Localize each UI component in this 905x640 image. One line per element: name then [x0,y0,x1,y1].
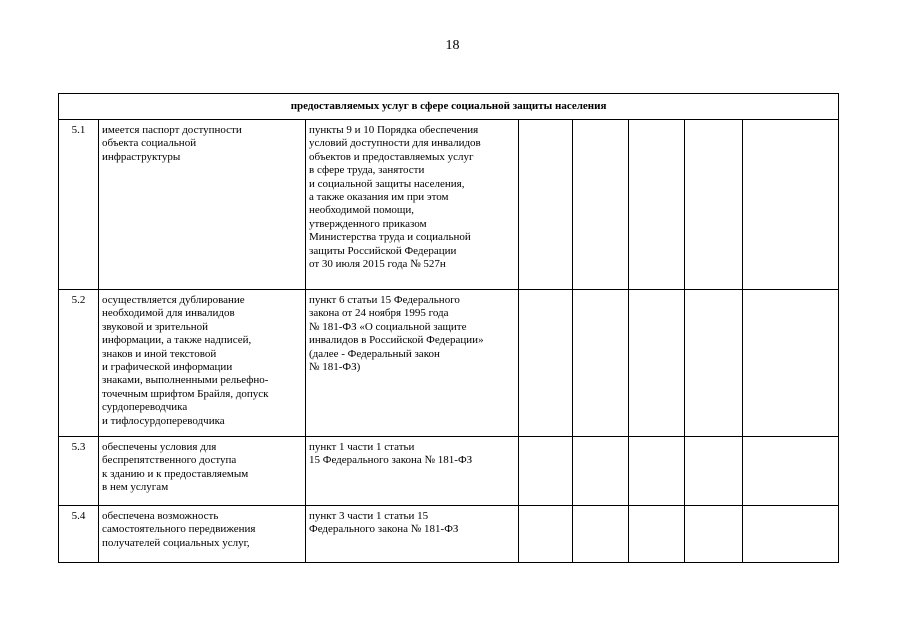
requirement-text: осуществляется дублирование необходимой для инвалидов звуковой и зрительной информации, а также надписей, знаков и иной текстовой и графической информации знаками, выполненными рельефно- точечным шрифтом Брайля, допуск сурдопереводчика и тифлосурдопереводчика [99,290,306,437]
empty-cell [573,120,629,290]
empty-cell [685,437,743,506]
empty-cell [743,506,839,563]
empty-cell [629,437,685,506]
row-number: 5.2 [59,290,99,437]
empty-cell [519,290,573,437]
row-number: 5.3 [59,437,99,506]
legal-basis-text: пункты 9 и 10 Порядка обеспечения условий доступности для инвалидов объектов и предоставляемых услуг в сфере труда, занятости и социальной защиты населения, а также оказания им при этом необходимой помощи, утвержденного приказом Министерства труда и социальной защиты Российской Федерации от 30 июля 2015 года № 527н [306,120,519,290]
table-row [59,290,839,437]
empty-cell [685,506,743,563]
empty-cell [743,290,839,437]
empty-cell [519,120,573,290]
empty-cell [685,290,743,437]
requirement-text: обеспечены условия для беспрепятственного доступа к зданию и к предоставляемым в нем услугам [99,437,306,506]
row-number: 5.4 [59,506,99,563]
requirements-table [58,93,839,563]
empty-cell [743,437,839,506]
empty-cell [573,290,629,437]
empty-cell [573,437,629,506]
empty-cell [573,506,629,563]
legal-basis-text: пункт 6 статьи 15 Федерального закона от 24 ноября 1995 года № 181-ФЗ «О социальной защите инвалидов в Российской Федерации» (далее - Федеральный закон № 181-ФЗ) [306,290,519,437]
table-row [59,120,839,290]
table-row [59,506,839,563]
row-number: 5.1 [59,120,99,290]
empty-cell [629,290,685,437]
requirement-text: имеется паспорт доступности объекта социальной инфраструктуры [99,120,306,290]
legal-basis-text: пункт 1 части 1 статьи 15 Федерального закона № 181-ФЗ [306,437,519,506]
legal-basis-text: пункт 3 части 1 статьи 15 Федерального закона № 181-ФЗ [306,506,519,563]
section-header-row [59,94,839,120]
empty-cell [743,120,839,290]
empty-cell [685,120,743,290]
empty-cell [629,120,685,290]
requirement-text: обеспечена возможность самостоятельного передвижения получателей социальных услуг, [99,506,306,563]
table-row [59,437,839,506]
empty-cell [519,437,573,506]
section-header: предоставляемых услуг в сфере социальной защиты населения [59,94,839,120]
empty-cell [629,506,685,563]
empty-cell [519,506,573,563]
page-number: 18 [445,38,460,53]
